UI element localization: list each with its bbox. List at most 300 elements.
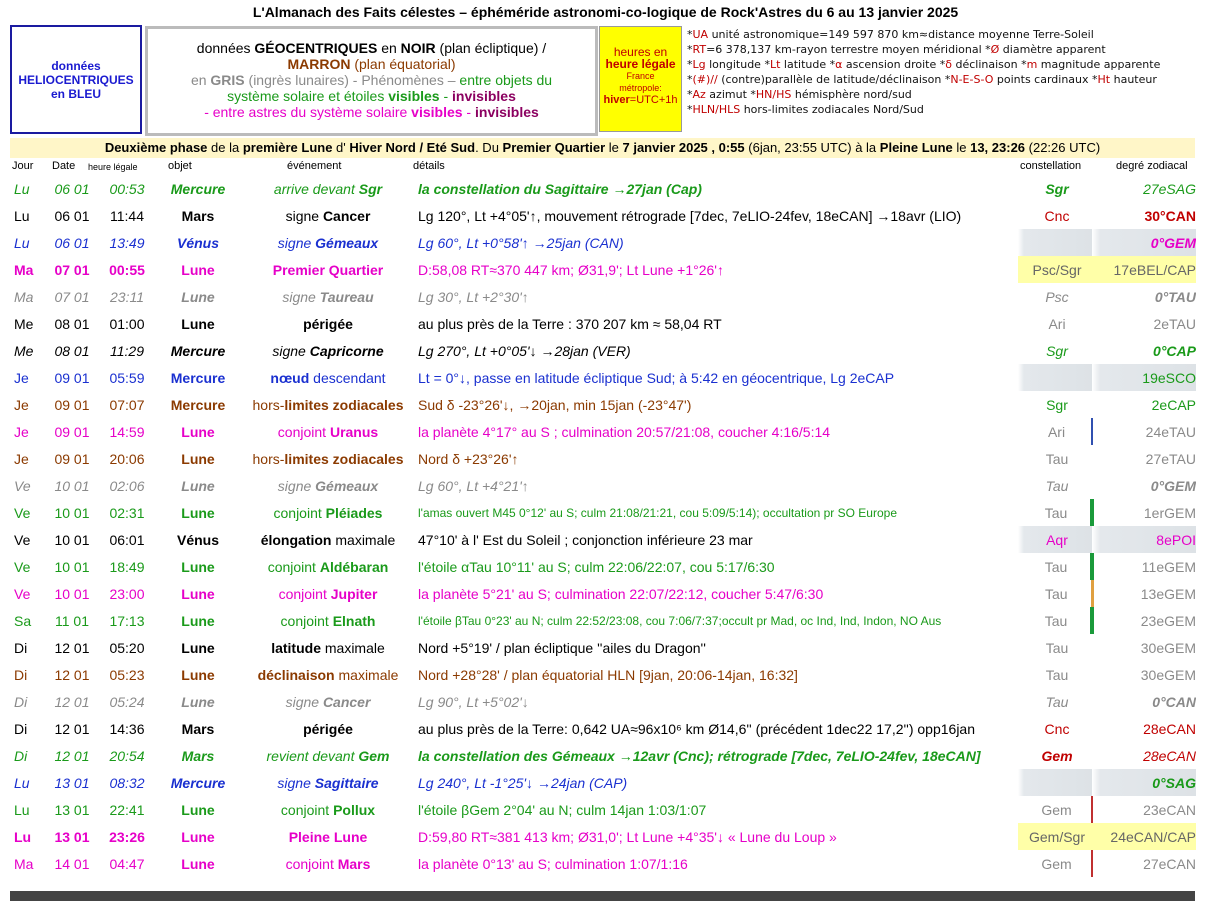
cell-date: 09 01: [54, 450, 90, 467]
def-text: Lt: [769, 58, 781, 71]
table-row: [10, 445, 1196, 472]
cell-objet: Lune: [181, 315, 215, 332]
cell-event: [238, 823, 414, 850]
event-text: Gémeaux: [315, 234, 379, 251]
cell-event: [238, 607, 414, 634]
event-text: Sgr: [358, 180, 383, 197]
cell-degree: 2eTAU: [1153, 315, 1196, 332]
cell-constellation: [1018, 364, 1092, 391]
event-text: hors-: [252, 450, 285, 467]
cell-heure: 00:55: [109, 261, 145, 278]
event-text: Taureau: [319, 288, 374, 305]
cell-heure: 18:49: [109, 558, 145, 575]
def-text: HLN/HLS: [692, 103, 741, 116]
geo-text: visibles: [411, 104, 463, 120]
cell-degree: 23eCAN: [1143, 801, 1196, 818]
geo-text: -: [439, 88, 453, 104]
cell-heure: 06:01: [109, 531, 145, 548]
header-jour: Jour: [12, 160, 34, 172]
helio-line: en BLEU: [50, 86, 101, 101]
cell-details: Nord +28°28' / plan équatorial HLN [9jan, 20:06-14jan, 16:32]: [418, 666, 798, 683]
geo-text: en: [377, 40, 401, 56]
cell-date: 08 01: [54, 315, 90, 332]
table-row: [10, 310, 1196, 337]
cell-objet: Lune: [181, 477, 215, 494]
def-text: hémisphère nord/sud: [791, 88, 912, 101]
cell-constellation: Tau: [1045, 639, 1069, 656]
phase-banner: [10, 138, 1195, 158]
cell-degree: 19eSCO: [1092, 364, 1196, 391]
cell-date: 10 01: [54, 585, 90, 602]
event-text: conjoint: [278, 585, 331, 602]
cell-details: au plus près de la Terre: 0,642 UA≈96x10⁶ km Ø14,6'' (précédent 1dec22 17,2'') opp16jan: [418, 720, 976, 737]
phase-text: 13, 23:26: [970, 140, 1026, 155]
cell-objet: Lune: [181, 585, 215, 602]
cell-details: Lg 90°, Lt +5°02'↓: [418, 693, 529, 710]
def-text: *: [687, 58, 693, 71]
cell-jour: Ve: [14, 585, 31, 602]
geo-text: GRIS: [210, 72, 245, 88]
def-text: *: [687, 73, 693, 86]
event-text: Jupiter: [330, 585, 378, 602]
table-row: [10, 526, 1196, 553]
event-text: Elnath: [332, 612, 376, 629]
cell-details: la planète 5°21' au S; culmination 22:07/22:12, coucher 5:47/6:30: [418, 585, 824, 602]
table-row: [10, 769, 1196, 796]
helio-line: données: [51, 58, 101, 73]
cell-event: [238, 526, 414, 553]
event-text: conjoint: [280, 612, 333, 629]
cell-degree: 24eCAN/CAP: [1092, 823, 1196, 850]
cell-jour: Me: [14, 342, 34, 359]
page-title: L'Almanach des Faits célestes – éphéméride astronomi-co-logique de Rock'Astres du 6 au 13 janvier 2025: [252, 4, 959, 20]
geo-text: entre objets du: [459, 72, 553, 88]
cell-event: [238, 175, 414, 202]
header-event: événement: [287, 160, 342, 172]
cell-event: [238, 499, 414, 526]
def-text: Ø: [990, 43, 1000, 56]
event-text: Mars: [337, 855, 371, 872]
cell-jour: Lu: [14, 234, 30, 251]
event-text: conjoint: [280, 801, 334, 818]
header-date: Date: [52, 160, 76, 172]
cell-degree: 30eGEM: [1140, 639, 1196, 656]
cell-jour: Di: [14, 747, 28, 764]
cell-constellation: Tau: [1045, 450, 1069, 467]
event-text: périgée: [303, 720, 353, 737]
event-text: déclinaison: [257, 666, 335, 683]
cell-date: 08 01: [54, 342, 90, 359]
cell-degree: 30eGEM: [1140, 666, 1196, 683]
def-text: hauteur: [1110, 73, 1157, 86]
cell-heure: 04:47: [109, 855, 145, 872]
time-line: =UTC+1h: [629, 94, 678, 106]
cell-jour: Lu: [14, 828, 32, 845]
cell-heure: 14:59: [109, 423, 145, 440]
phase-text: le: [952, 140, 971, 155]
def-text: unité astronomique=149 597 870 km≈distance moyenne Terre-Soleil: [708, 28, 1094, 41]
cell-event: [238, 580, 414, 607]
cell-degree: 30°CAN: [1144, 207, 1196, 224]
cell-degree: 27eSAG: [1143, 180, 1196, 197]
geo-text: GÉOCENTRIQUES: [254, 40, 378, 56]
def-text: N-E-S-O: [950, 73, 994, 86]
table-row: [10, 202, 1196, 229]
cell-date: 09 01: [54, 369, 90, 386]
cell-objet: Mercure: [170, 180, 226, 197]
cell-degree: 0°CAN: [1152, 693, 1196, 710]
event-text: Uranus: [329, 423, 379, 440]
cell-objet: Lune: [181, 450, 215, 467]
cell-event: [238, 445, 414, 472]
event-text: signe: [277, 774, 315, 791]
cell-jour: Lu: [14, 207, 30, 224]
cell-details: la constellation du Sagittaire →27jan (Cap): [418, 180, 702, 197]
geo-text: (plan écliptique) /: [435, 40, 547, 56]
event-text: Pléiades: [325, 504, 383, 521]
time-line: heures en: [613, 45, 668, 59]
table-row: [10, 337, 1196, 364]
event-text: conjoint: [273, 504, 326, 521]
cell-jour: Di: [14, 666, 28, 683]
cell-objet: Lune: [181, 801, 215, 818]
cell-heure: 23:26: [109, 828, 145, 845]
table-row: [10, 418, 1196, 445]
def-text: δ: [945, 58, 952, 71]
event-text: maximale: [320, 639, 385, 656]
time-line: hiver: [603, 94, 630, 106]
cell-degree: 0°GEM: [1150, 477, 1196, 494]
event-text: Cancer: [322, 207, 371, 224]
table-row: [10, 391, 1196, 418]
phase-text: le: [605, 140, 623, 155]
cell-date: 09 01: [54, 396, 90, 413]
cell-constellation: Gem: [1041, 747, 1073, 764]
bottom-divider: [10, 891, 1195, 901]
cell-constellation: [1018, 769, 1092, 796]
cell-objet: Lune: [181, 423, 215, 440]
cell-degree: 27eCAN: [1143, 855, 1196, 872]
cell-jour: Je: [14, 396, 29, 413]
event-text: hors-: [252, 396, 285, 413]
cell-heure: 02:31: [109, 504, 145, 521]
cell-degree: 2eCAP: [1151, 396, 1196, 413]
cell-event: [238, 472, 414, 499]
geo-text: (ingrès lunaires) - Phénomènes –: [244, 72, 460, 88]
cell-details: Lg 30°, Lt +2°30'↑: [418, 288, 529, 305]
events-table: [10, 175, 1196, 877]
def-text: ascension droite *: [842, 58, 946, 71]
table-row: [10, 580, 1196, 607]
def-text: hors-limites zodiacales Nord/Sud: [740, 103, 924, 116]
cell-heure: 05:59: [109, 369, 145, 386]
cell-objet: Lune: [181, 855, 215, 872]
cell-heure: 17:13: [109, 612, 145, 629]
def-text: UA: [692, 28, 709, 41]
cell-details: l'étoile βTau 0°23' au N; culm 22:52/23:08, cou 7:06/7:37;occult pr Mad, oc Ind, Ind, Indon, NO Aus: [418, 613, 942, 628]
event-text: descendant: [313, 369, 386, 386]
cell-jour: Je: [14, 423, 29, 440]
cell-objet: Mercure: [170, 396, 226, 413]
def-text: HN/HS: [755, 88, 792, 101]
cell-date: 12 01: [54, 639, 90, 656]
event-text: Aldébaran: [319, 558, 389, 575]
cell-event: [238, 688, 414, 715]
cell-degree: 28eCAN: [1143, 720, 1196, 737]
cell-details: au plus près de la Terre : 370 207 km ≈ 58,04 RT: [418, 315, 722, 332]
cell-jour: Je: [14, 369, 29, 386]
header-heure: heure légale: [88, 162, 138, 172]
cell-constellation: Sgr: [1045, 180, 1069, 197]
cell-objet: Lune: [181, 666, 215, 683]
cell-date: 12 01: [54, 720, 90, 737]
cell-objet: Mercure: [170, 369, 226, 386]
header-degree: degré zodiacal: [1116, 160, 1188, 172]
cell-details: Lt = 0°↓, passe en latitude écliptique Sud; à 5:42 en géocentrique, Lg 2eCAP: [418, 369, 895, 386]
def-text: azimut *: [705, 88, 756, 101]
phase-text: Pleine Lune: [879, 140, 953, 155]
cell-constellation: [1018, 256, 1092, 283]
phase-text: (6jan, 23:55 UTC) à la: [744, 140, 880, 155]
cell-objet: Mercure: [170, 342, 226, 359]
cell-heure: 22:41: [109, 801, 145, 818]
event-text: Cancer: [322, 693, 371, 710]
cell-event: [238, 715, 414, 742]
cell-jour: Sa: [14, 612, 32, 629]
table-row: [10, 661, 1196, 688]
def-text: points cardinaux *: [993, 73, 1098, 86]
cell-objet: Lune: [181, 639, 215, 656]
cell-date: 10 01: [54, 558, 90, 575]
cell-details: Lg 270°, Lt +0°05'↓ →28jan (VER): [418, 342, 631, 359]
cell-date: 14 01: [54, 855, 90, 872]
cell-objet: Lune: [181, 288, 215, 305]
cell-jour: Ve: [14, 504, 31, 521]
def-text: RT: [692, 43, 707, 56]
geo-text: visibles: [388, 88, 440, 104]
cell-objet: Lune: [181, 504, 215, 521]
cell-date: 06 01: [54, 234, 90, 251]
cell-objet: Mars: [181, 207, 215, 224]
cell-details: D:59,80 RT≈381 413 km; Ø31,0'; Lt Lune +4°35'↓ « Lune du Loup »: [418, 828, 837, 845]
event-text: Premier Quartier: [272, 261, 384, 278]
cell-objet: Mercure: [170, 774, 226, 791]
cell-details: D:58,08 RT≈370 447 km; Ø31,9'; Lt Lune +1°26'↑: [418, 261, 724, 278]
cell-degree: 17eBEL/CAP: [1092, 256, 1196, 283]
cell-objet: Lune: [181, 612, 215, 629]
cell-details: Nord δ +23°26'↑: [418, 450, 519, 467]
def-text: *: [687, 43, 693, 56]
cell-date: 06 01: [54, 207, 90, 224]
cell-objet: Mars: [181, 720, 215, 737]
event-text: signe: [282, 288, 320, 305]
abbreviation-legend: [687, 27, 1160, 117]
cell-date: 07 01: [54, 261, 90, 278]
cell-degree: 0°CAP: [1153, 342, 1196, 359]
cell-date: 09 01: [54, 423, 90, 440]
event-text: revient devant: [266, 747, 359, 764]
cell-event: [238, 229, 414, 256]
event-text: Pollux: [333, 801, 376, 818]
cell-constellation: Gem: [1018, 850, 1092, 877]
cell-jour: Ma: [14, 855, 34, 872]
def-text: diamètre apparent: [999, 43, 1106, 56]
event-text: périgée: [303, 315, 353, 332]
def-text: *: [687, 28, 693, 41]
cell-details: la constellation des Gémeaux →12avr (Cnc); rétrograde [7dec, 7eLIO-24fev, 18eCAN]: [418, 747, 981, 764]
def-text: =6 378,137 km-rayon terrestre moyen méridional *: [706, 43, 991, 56]
def-text: *: [687, 88, 693, 101]
cell-event: [238, 742, 414, 769]
phase-text: (22:26 UTC): [1025, 140, 1101, 155]
cell-constellation: [1018, 229, 1092, 256]
cell-jour: Me: [14, 315, 34, 332]
table-row: [10, 364, 1196, 391]
legend-geocentric: [145, 26, 598, 136]
cell-jour: Ma: [14, 261, 34, 278]
cell-constellation: Ari: [1018, 418, 1092, 445]
cell-event: [238, 283, 414, 310]
cell-constellation: Cnc: [1044, 720, 1070, 737]
cell-objet: Vénus: [176, 531, 219, 548]
geo-text: (plan équatorial): [350, 56, 456, 72]
geo-text: invisibles: [475, 104, 539, 120]
cell-event: [238, 418, 414, 445]
phase-text: d': [332, 140, 350, 155]
table-row: [10, 823, 1196, 850]
cell-degree: 0°TAU: [1154, 288, 1196, 305]
cell-degree: 0°SAG: [1092, 769, 1196, 796]
phase-text: 7 janvier 2025 , 0:55: [622, 140, 745, 155]
event-text: signe: [272, 342, 310, 359]
event-text: arrive devant: [273, 180, 359, 197]
cell-details: Lg 60°, Lt +0°58'↑ →25jan (CAN): [418, 234, 624, 251]
event-text: maximale: [334, 666, 399, 683]
event-text: Capricorne: [309, 342, 384, 359]
def-text: Lg: [692, 58, 706, 71]
table-row: [10, 283, 1196, 310]
table-row: [10, 742, 1196, 769]
event-text: signe: [285, 207, 323, 224]
cell-date: 06 01: [54, 180, 90, 197]
cell-heure: 13:49: [109, 234, 145, 251]
cell-constellation: Tau: [1045, 666, 1069, 683]
cell-degree: 13eGEM: [1140, 585, 1196, 602]
legend-heliocentric: [10, 25, 142, 134]
cell-event: [238, 310, 414, 337]
event-text: conjoint: [285, 855, 338, 872]
cell-heure: 11:44: [110, 207, 144, 224]
cell-details: 47°10' à l' Est du Soleil ; conjonction inférieure 23 mar: [418, 531, 753, 548]
cell-constellation: Tau: [1018, 580, 1092, 607]
cell-date: 12 01: [54, 693, 90, 710]
event-text: conjoint: [267, 558, 320, 575]
cell-constellation: Tau: [1018, 499, 1092, 526]
def-text: déclinaison *: [951, 58, 1027, 71]
helio-line: HELIOCENTRIQUES: [18, 72, 134, 87]
cell-heure: 02:06: [109, 477, 145, 494]
table-row: [10, 175, 1196, 202]
cell-degree: 28eCAN: [1143, 747, 1196, 764]
cell-event: [238, 391, 414, 418]
cell-jour: Di: [14, 720, 28, 737]
cell-jour: Lu: [14, 774, 30, 791]
cell-jour: Lu: [14, 801, 30, 818]
event-text: limites zodiacales: [284, 396, 404, 413]
phase-text: Premier Quartier: [502, 140, 606, 155]
phase-text: . Du: [475, 140, 503, 155]
cell-heure: 14:36: [109, 720, 145, 737]
cell-jour: Je: [14, 450, 29, 467]
phase-text: première Lune: [242, 140, 333, 155]
event-text: conjoint: [277, 423, 330, 440]
time-line: métropole:: [619, 83, 662, 93]
event-text: Gémeaux: [315, 477, 379, 494]
cell-details: la planète 0°13' au S; culmination 1:07/1:16: [418, 855, 688, 872]
cell-constellation: Tau: [1045, 477, 1069, 494]
cell-date: 12 01: [54, 747, 90, 764]
geo-text: invisibles: [452, 88, 516, 104]
def-text: α: [835, 58, 843, 71]
geo-text: -: [462, 104, 475, 120]
cell-date: 10 01: [54, 504, 90, 521]
header-details: détails: [413, 160, 445, 172]
cell-heure: 11:29: [110, 342, 144, 359]
cell-event: [238, 769, 414, 796]
cell-constellation: Sgr: [1046, 396, 1068, 413]
geo-text: en: [190, 72, 211, 88]
cell-degree: 24eTAU: [1145, 423, 1196, 440]
cell-date: 10 01: [54, 531, 90, 548]
cell-objet: Lune: [181, 261, 215, 278]
cell-objet: Mars: [181, 747, 215, 764]
cell-heure: 08:32: [109, 774, 145, 791]
cell-jour: Ma: [14, 288, 34, 305]
cell-heure: 20:06: [109, 450, 145, 467]
phase-text: Deuxième phase: [104, 140, 208, 155]
cell-constellation: Gem: [1018, 796, 1092, 823]
phase-text: Hiver Nord / Eté Sud: [349, 140, 476, 155]
def-text: latitude *: [780, 58, 836, 71]
def-text: Ht: [1097, 73, 1111, 86]
event-text: limites zodiacales: [284, 450, 404, 467]
cell-event: [238, 364, 414, 391]
cell-constellation: Psc: [1045, 288, 1069, 305]
event-text: nœud: [270, 369, 314, 386]
header-objet: objet: [168, 160, 192, 172]
cell-details: Sud δ -23°26'↓, →20jan, min 15jan (-23°47'): [418, 396, 692, 413]
cell-heure: 20:54: [109, 747, 145, 764]
event-text: signe: [277, 234, 316, 251]
cell-jour: Ve: [14, 531, 31, 548]
cell-heure: 23:00: [109, 585, 145, 602]
cell-heure: 00:53: [109, 180, 145, 197]
phase-text: de la: [207, 140, 243, 155]
event-text: élongation: [260, 531, 332, 548]
cell-date: 13 01: [54, 801, 90, 818]
cell-jour: Di: [14, 639, 28, 656]
table-row: [10, 499, 1196, 526]
cell-details: Lg 240°, Lt -1°25'↓ →24jan (CAP): [418, 774, 628, 791]
cell-details: Lg 120°, Lt +4°05'↑, mouvement rétrograde [7dec, 7eLIO-24fev, 18eCAN] →18avr (LIO): [418, 207, 962, 224]
cell-constellation: Tau: [1018, 607, 1092, 634]
geo-text: données: [196, 40, 255, 56]
legend-time: [599, 26, 682, 132]
event-text: Gem: [358, 747, 390, 764]
cell-details: la planète 4°17° au S ; culmination 20:57/21:08, coucher 4:16/5:14: [418, 423, 831, 440]
cell-jour: Ve: [14, 477, 31, 494]
cell-date: 12 01: [54, 666, 90, 683]
